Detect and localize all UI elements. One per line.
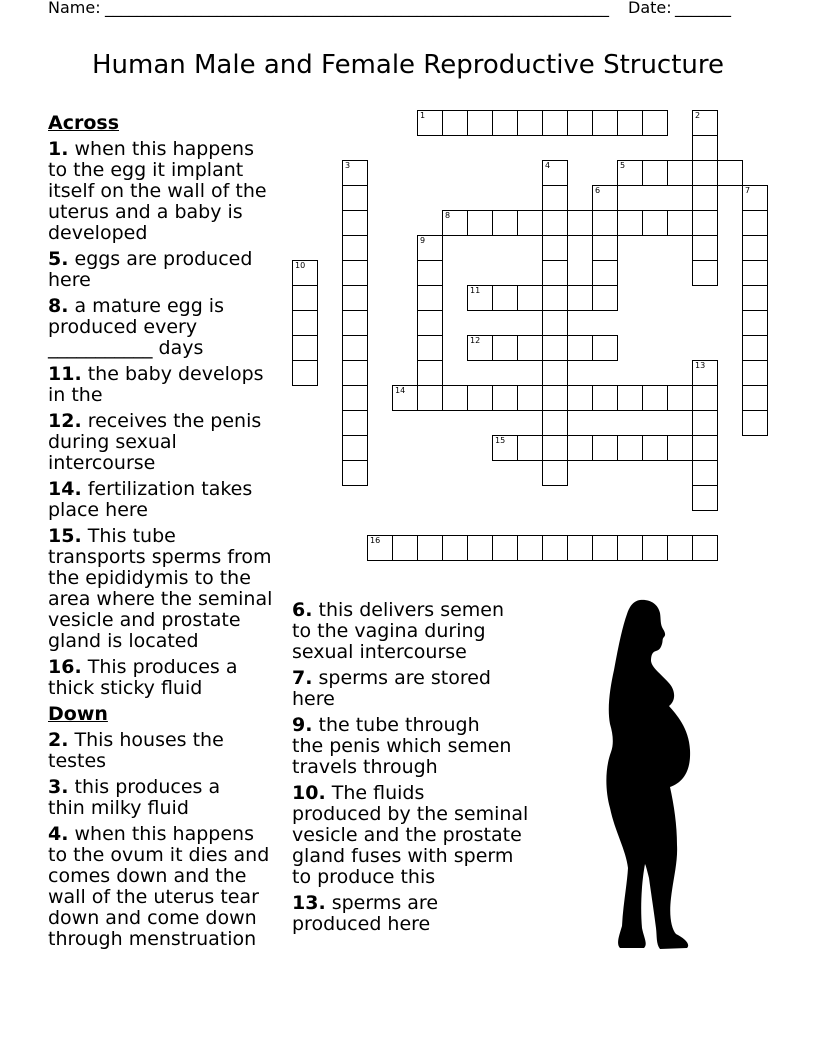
down-clue-9: [292, 715, 552, 778]
down-clue-3: [48, 777, 288, 819]
across-heading: Across: [48, 112, 120, 134]
clue-text: This tube transports sperms from the epididymis to the area where the seminal vesicle and prostate gland is located: [48, 525, 273, 652]
clue-number-label: 16: [370, 536, 381, 545]
crossword-cell[interactable]: [542, 235, 568, 261]
crossword-cell[interactable]: [542, 160, 568, 186]
crossword-cell[interactable]: [592, 385, 618, 411]
crossword-cell[interactable]: [517, 210, 543, 236]
crossword-cell[interactable]: [742, 185, 768, 211]
clue-number-label: 15: [495, 436, 506, 445]
crossword-cell[interactable]: [642, 210, 668, 236]
crossword-cell[interactable]: [492, 110, 518, 136]
crossword-cell[interactable]: [517, 535, 543, 561]
crossword-cell[interactable]: [342, 410, 368, 436]
crossword-cell[interactable]: [342, 460, 368, 486]
clue-number-label: 12: [470, 336, 481, 345]
across-clue-5: [48, 249, 288, 291]
crossword-cell[interactable]: [467, 535, 493, 561]
crossword-cell[interactable]: [292, 260, 318, 286]
crossword-cell[interactable]: [417, 385, 443, 411]
crossword-cell[interactable]: [542, 260, 568, 286]
crossword-cell[interactable]: [342, 385, 368, 411]
crossword-cell[interactable]: [392, 535, 418, 561]
crossword-cell[interactable]: [692, 535, 718, 561]
clue-number: 4.: [48, 823, 69, 845]
crossword-cell[interactable]: [567, 435, 593, 461]
crossword-cell[interactable]: [692, 235, 718, 261]
clue-number: 12.: [48, 410, 82, 432]
crossword-cell[interactable]: [617, 535, 643, 561]
crossword-cell[interactable]: [417, 335, 443, 361]
crossword-cell[interactable]: [467, 285, 493, 311]
clue-number-label: 13: [695, 361, 706, 370]
crossword-cell[interactable]: [417, 235, 443, 261]
crossword-cell[interactable]: [342, 435, 368, 461]
crossword-cell[interactable]: [567, 535, 593, 561]
crossword-cell[interactable]: [542, 310, 568, 336]
crossword-cell[interactable]: [417, 260, 443, 286]
crossword-cell[interactable]: [392, 385, 418, 411]
clue-number: 5.: [48, 248, 69, 270]
crossword-cell[interactable]: [292, 285, 318, 311]
crossword-cell[interactable]: [742, 210, 768, 236]
crossword-cell[interactable]: [692, 385, 718, 411]
down-clue-6: [292, 600, 552, 663]
crossword-cell[interactable]: [592, 210, 618, 236]
clue-text: sperms are produced here: [292, 892, 439, 935]
crossword-cell[interactable]: [367, 535, 393, 561]
clue-text: fertilization takes place here: [48, 478, 253, 521]
crossword-cell[interactable]: [667, 535, 693, 561]
crossword-cell[interactable]: [642, 160, 668, 186]
pregnant-woman-silhouette: [600, 595, 700, 955]
crossword-cell[interactable]: [467, 110, 493, 136]
crossword-cell[interactable]: [642, 385, 668, 411]
crossword-cell[interactable]: [542, 535, 568, 561]
crossword-cell[interactable]: [517, 285, 543, 311]
crossword-cell[interactable]: [692, 210, 718, 236]
crossword-cell[interactable]: [717, 160, 743, 186]
across-clue-1: [48, 139, 288, 244]
crossword-cell[interactable]: [592, 110, 618, 136]
clue-number-label: 8: [445, 211, 451, 220]
across-clue-11: [48, 364, 288, 406]
crossword-cell[interactable]: [642, 435, 668, 461]
crossword-cell[interactable]: [592, 435, 618, 461]
crossword-cell[interactable]: [567, 385, 593, 411]
clue-number-label: 10: [295, 261, 306, 270]
clue-number: 15.: [48, 525, 82, 547]
crossword-cell[interactable]: [342, 160, 368, 186]
clue-number-label: 1: [420, 111, 426, 120]
crossword-cell[interactable]: [342, 185, 368, 211]
crossword-cell[interactable]: [692, 110, 718, 136]
clue-text: receives the penis during sexual intercourse: [48, 410, 262, 474]
crossword-cell[interactable]: [542, 210, 568, 236]
crossword-cell[interactable]: [417, 285, 443, 311]
crossword-cell[interactable]: [442, 110, 468, 136]
crossword-cell[interactable]: [342, 210, 368, 236]
across-clue-16: [48, 657, 288, 699]
crossword-cell[interactable]: [517, 435, 543, 461]
crossword-cell[interactable]: [742, 410, 768, 436]
clue-number-label: 11: [470, 286, 481, 295]
across-clue-8: [48, 296, 288, 359]
crossword-cell[interactable]: [542, 335, 568, 361]
crossword-cell[interactable]: [617, 110, 643, 136]
crossword-cell[interactable]: [742, 335, 768, 361]
crossword-cell[interactable]: [417, 310, 443, 336]
crossword-cell[interactable]: [542, 185, 568, 211]
crossword-cell[interactable]: [492, 535, 518, 561]
down-clue-13: [292, 893, 552, 935]
clue-number: 10.: [292, 782, 326, 804]
across-clue-12: [48, 411, 288, 474]
crossword-cell[interactable]: [292, 335, 318, 361]
crossword-cell[interactable]: [567, 335, 593, 361]
crossword-cell[interactable]: [667, 210, 693, 236]
crossword-cell[interactable]: [592, 285, 618, 311]
crossword-cell[interactable]: [642, 110, 668, 136]
crossword-cell[interactable]: [692, 360, 718, 386]
crossword-cell[interactable]: [667, 160, 693, 186]
crossword-cell[interactable]: [667, 385, 693, 411]
crossword-cell[interactable]: [542, 385, 568, 411]
crossword-cell[interactable]: [592, 235, 618, 261]
crossword-cell[interactable]: [742, 360, 768, 386]
name-label: Name:: [48, 0, 101, 17]
crossword-cell[interactable]: [492, 285, 518, 311]
crossword-cell[interactable]: [342, 360, 368, 386]
crossword-cell[interactable]: [742, 235, 768, 261]
clue-number: 8.: [48, 295, 69, 317]
crossword-cell[interactable]: [467, 335, 493, 361]
down-clue-4: [48, 824, 288, 950]
crossword-cell[interactable]: [567, 110, 593, 136]
crossword-cell[interactable]: [567, 210, 593, 236]
crossword-cell[interactable]: [542, 110, 568, 136]
date-label: Date:: [628, 0, 672, 17]
down-clue-2: [48, 730, 288, 772]
clue-number: 11.: [48, 363, 82, 385]
crossword-cell[interactable]: [692, 135, 718, 161]
clue-number-label: 9: [420, 236, 426, 245]
clue-text: eggs are produced here: [48, 248, 253, 291]
clue-number: 16.: [48, 656, 82, 678]
clue-list-left: [48, 113, 288, 950]
clue-text: This produces a thick sticky fluid: [48, 656, 238, 699]
crossword-cell[interactable]: [742, 385, 768, 411]
clue-text: the tube through the penis which semen travels through: [292, 714, 512, 778]
crossword-cell[interactable]: [417, 535, 443, 561]
crossword-cell[interactable]: [467, 210, 493, 236]
clue-text: when this happens to the egg it implant itself on the wall of the uterus and a baby is developed: [48, 138, 267, 244]
across-clue-14: [48, 479, 288, 521]
crossword-cell[interactable]: [692, 435, 718, 461]
clue-text: when this happens to the ovum it dies and comes down and the wall of the uterus tear down and come down through menstruation: [48, 823, 270, 950]
crossword-cell[interactable]: [692, 485, 718, 511]
clue-number-label: 5: [620, 161, 626, 170]
down-clue-7: [292, 668, 552, 710]
crossword-cell[interactable]: [417, 110, 443, 136]
crossword-cell[interactable]: [692, 260, 718, 286]
crossword-cell[interactable]: [542, 410, 568, 436]
crossword-cell[interactable]: [542, 285, 568, 311]
crossword-cell[interactable]: [742, 310, 768, 336]
crossword-cell[interactable]: [292, 360, 318, 386]
clue-number: 7.: [292, 667, 313, 689]
clue-number: 14.: [48, 478, 82, 500]
page-title: Human Male and Female Reproductive Structure: [91, 50, 725, 80]
crossword-cell[interactable]: [492, 335, 518, 361]
crossword-cell[interactable]: [617, 160, 643, 186]
crossword-cell[interactable]: [692, 460, 718, 486]
crossword-cell[interactable]: [492, 435, 518, 461]
clue-number: 2.: [48, 729, 69, 751]
clue-text: a mature egg is produced every ___________ days: [48, 295, 224, 359]
clue-number-label: 3: [345, 161, 351, 170]
crossword-cell[interactable]: [692, 185, 718, 211]
crossword-cell[interactable]: [292, 310, 318, 336]
clue-number-label: 4: [545, 161, 551, 170]
down-heading: Down: [48, 703, 108, 725]
clue-number-label: 14: [395, 386, 406, 395]
crossword-cell[interactable]: [517, 385, 543, 411]
crossword-cell[interactable]: [492, 210, 518, 236]
clue-text: sperms are stored here: [292, 667, 491, 710]
clue-number-label: 7: [745, 186, 751, 195]
crossword-cell[interactable]: [692, 410, 718, 436]
crossword-cell[interactable]: [442, 535, 468, 561]
clue-list-middle: [292, 595, 552, 935]
crossword-cell[interactable]: [342, 235, 368, 261]
crossword-cell[interactable]: [342, 310, 368, 336]
down-clue-10: [292, 783, 552, 888]
clue-number: 1.: [48, 138, 69, 160]
crossword-cell[interactable]: [467, 385, 493, 411]
clue-number-label: 2: [695, 111, 701, 120]
crossword-cell[interactable]: [542, 360, 568, 386]
crossword-cell[interactable]: [667, 435, 693, 461]
clue-number-label: 6: [595, 186, 601, 195]
crossword-cell[interactable]: [342, 285, 368, 311]
crossword-cell[interactable]: [642, 535, 668, 561]
crossword-cell[interactable]: [517, 110, 543, 136]
clue-text: This houses the testes: [48, 729, 224, 772]
clue-text: The fluids produced by the seminal vesicle and the prostate gland fuses with sperm to produce this: [292, 782, 529, 888]
crossword-cell[interactable]: [442, 385, 468, 411]
crossword-cell[interactable]: [342, 260, 368, 286]
crossword-cell[interactable]: [592, 260, 618, 286]
clue-text: this produces a thin milky fluid: [48, 776, 221, 819]
crossword-cell[interactable]: [592, 535, 618, 561]
crossword-cell[interactable]: [542, 460, 568, 486]
crossword-cell[interactable]: [617, 210, 643, 236]
clue-number: 6.: [292, 599, 313, 621]
crossword-cell[interactable]: [592, 335, 618, 361]
crossword-cell[interactable]: [517, 335, 543, 361]
crossword-cell[interactable]: [417, 360, 443, 386]
crossword-cell[interactable]: [692, 160, 718, 186]
crossword-cell[interactable]: [567, 285, 593, 311]
clue-number: 3.: [48, 776, 69, 798]
crossword-cell[interactable]: [442, 210, 468, 236]
across-clue-15: [48, 526, 288, 652]
clue-number: 9.: [292, 714, 313, 736]
crossword-cell[interactable]: [742, 260, 768, 286]
crossword-cell[interactable]: [617, 385, 643, 411]
crossword-cell[interactable]: [592, 185, 618, 211]
clue-text: the baby develops in the: [48, 363, 264, 406]
crossword-grid: [292, 110, 768, 561]
crossword-cell[interactable]: [742, 285, 768, 311]
crossword-cell[interactable]: [492, 385, 518, 411]
clue-number: 13.: [292, 892, 326, 914]
date-blank[interactable]: _______: [675, 0, 731, 17]
clue-text: this delivers semen to the vagina during sexual intercourse: [292, 599, 505, 663]
crossword-cell[interactable]: [342, 335, 368, 361]
name-blank[interactable]: _______________________________________________________________: [105, 0, 609, 17]
crossword-cell[interactable]: [617, 435, 643, 461]
crossword-cell[interactable]: [542, 435, 568, 461]
